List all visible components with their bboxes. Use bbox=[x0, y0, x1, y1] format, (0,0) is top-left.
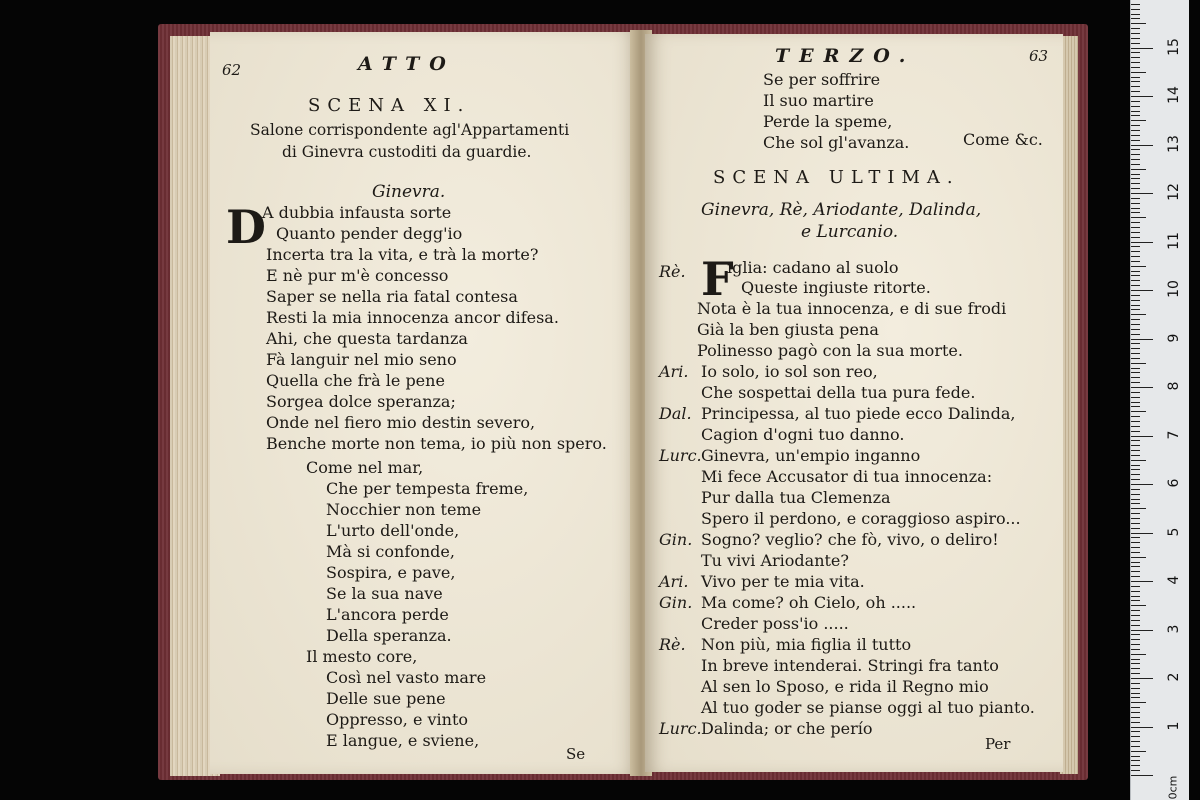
ruler-tick bbox=[1131, 135, 1140, 136]
ruler-tick bbox=[1131, 149, 1140, 150]
ruler-tick bbox=[1131, 120, 1146, 121]
running-head-right: TERZO. bbox=[775, 45, 916, 67]
speaker-label: Dal. bbox=[659, 404, 692, 423]
ruler-tick bbox=[1131, 659, 1140, 660]
ruler-label: 4 bbox=[1166, 575, 1182, 585]
ruler-tick bbox=[1131, 183, 1140, 184]
verse-line: Il suo martire bbox=[763, 91, 874, 110]
ruler-tick bbox=[1131, 106, 1140, 107]
speaker-label: Lurc. bbox=[659, 719, 702, 738]
ruler-tick bbox=[1131, 503, 1140, 504]
ruler-tick bbox=[1131, 610, 1140, 611]
ruler-tick bbox=[1131, 164, 1140, 165]
verse-line: Oppresso, e vinto bbox=[326, 710, 469, 729]
dialogue-line: Pur dalla tua Clemenza bbox=[701, 488, 891, 507]
dialogue-line: Mi fece Accusator di tua innocenza: bbox=[701, 467, 993, 486]
speaker-label: Ari. bbox=[659, 362, 689, 381]
verse-line: Nocchier non teme bbox=[326, 500, 482, 519]
ruler-tick bbox=[1131, 620, 1140, 621]
ruler-tick bbox=[1131, 285, 1140, 286]
ruler-tick bbox=[1131, 271, 1140, 272]
ruler-tick bbox=[1131, 57, 1140, 58]
verse-line: Saper se nella ria fatal contesa bbox=[266, 287, 518, 306]
ruler-tick bbox=[1131, 712, 1140, 713]
ruler-tick bbox=[1131, 673, 1140, 674]
dialogue-line: Nota è la tua innocenza, e di sue frodi bbox=[697, 299, 1007, 318]
ruler-tick bbox=[1131, 600, 1140, 601]
verse-line: Ahi, che questa tardanza bbox=[266, 329, 468, 348]
drop-cap-right: F bbox=[701, 252, 734, 306]
ruler-tick bbox=[1131, 523, 1140, 524]
ruler-tick bbox=[1131, 697, 1140, 698]
ruler-tick bbox=[1131, 353, 1140, 354]
verse-line: Mà si confonde, bbox=[326, 542, 455, 561]
ruler-tick bbox=[1131, 431, 1140, 432]
ruler-tick bbox=[1131, 72, 1146, 73]
ruler-tick bbox=[1131, 125, 1140, 126]
ruler-tick bbox=[1131, 280, 1140, 281]
ruler-tick bbox=[1131, 38, 1140, 39]
ruler-tick bbox=[1131, 581, 1153, 582]
verse-line: Quanto pender degg'io bbox=[276, 224, 463, 243]
running-head-left: ATTO bbox=[358, 53, 456, 75]
ruler-tick bbox=[1131, 91, 1140, 92]
ruler-tick bbox=[1131, 208, 1140, 209]
ruler-tick bbox=[1131, 339, 1153, 340]
ruler-tick bbox=[1131, 630, 1153, 631]
ruler-tick bbox=[1131, 9, 1140, 10]
right-page bbox=[645, 34, 1063, 772]
ruler-tick bbox=[1131, 402, 1140, 403]
verse-line: Così nel vasto mare bbox=[326, 668, 487, 687]
ruler-tick bbox=[1131, 4, 1140, 5]
ruler-tick bbox=[1131, 436, 1153, 437]
ruler-tick bbox=[1131, 756, 1140, 757]
ruler-tick bbox=[1131, 251, 1140, 252]
speaker-label: Gin. bbox=[659, 530, 693, 549]
dialogue-line: Al sen lo Sposo, e rida il Regno mio bbox=[701, 677, 989, 696]
dialogue-line: Ma come? oh Cielo, oh ..... bbox=[701, 593, 917, 612]
ruler-tick bbox=[1131, 324, 1140, 325]
ruler-tick bbox=[1131, 663, 1140, 664]
ruler-tick bbox=[1131, 261, 1140, 262]
ruler-tick bbox=[1131, 86, 1140, 87]
ruler-tick bbox=[1131, 111, 1140, 112]
ruler-tick bbox=[1131, 474, 1140, 475]
ruler-tick bbox=[1131, 193, 1153, 194]
ruler-tick bbox=[1131, 552, 1140, 553]
scene-title-right: SCENA ULTIMA. bbox=[713, 167, 960, 188]
ruler-tick bbox=[1131, 533, 1153, 534]
ruler-tick bbox=[1131, 198, 1140, 199]
ruler-tick bbox=[1131, 576, 1140, 577]
ruler-label: 1 bbox=[1166, 721, 1182, 730]
ruler-tick bbox=[1131, 727, 1153, 728]
catchword-right: Per bbox=[985, 735, 1011, 753]
verse-line: E nè pur m'è concesso bbox=[266, 266, 449, 285]
verse-line: Se la sua nave bbox=[326, 584, 443, 603]
ruler-tick bbox=[1131, 566, 1140, 567]
ruler-tick bbox=[1131, 717, 1140, 718]
ruler-tick bbox=[1131, 479, 1140, 480]
speaker-label: Rè. bbox=[659, 635, 686, 654]
ruler-tick bbox=[1131, 426, 1140, 427]
ruler-tick bbox=[1131, 305, 1140, 306]
scale-ruler bbox=[1130, 0, 1189, 800]
ruler-tick bbox=[1131, 639, 1140, 640]
dialogue-line: Principessa, al tuo piede ecco Dalinda, bbox=[701, 404, 1016, 423]
ruler-tick bbox=[1131, 295, 1140, 296]
ruler-tick bbox=[1131, 358, 1140, 359]
dialogue-line: Io solo, io sol son reo, bbox=[701, 362, 878, 381]
ruler-tick bbox=[1131, 450, 1140, 451]
ruler-tick bbox=[1131, 731, 1140, 732]
verse-line: Perde la speme, bbox=[763, 112, 893, 131]
ruler-tick bbox=[1131, 23, 1146, 24]
ruler-tick bbox=[1131, 145, 1153, 146]
ruler-tick bbox=[1131, 242, 1153, 243]
ruler-tick bbox=[1131, 96, 1153, 97]
ruler-label: 14 bbox=[1166, 86, 1182, 104]
ruler-tick bbox=[1131, 140, 1140, 141]
catchword-left: Se bbox=[566, 745, 586, 763]
ruler-tick bbox=[1131, 334, 1140, 335]
dialogue-line: Queste ingiuste ritorte. bbox=[741, 278, 931, 297]
ruler-tick bbox=[1131, 513, 1140, 514]
ruler-tick bbox=[1131, 154, 1140, 155]
ruler-tick bbox=[1131, 499, 1140, 500]
ruler-tick bbox=[1131, 542, 1140, 543]
ruler-tick bbox=[1131, 246, 1140, 247]
ruler-label: 9 bbox=[1166, 333, 1182, 342]
verse-line: Sospira, e pave, bbox=[326, 563, 456, 582]
ruler-tick bbox=[1131, 52, 1140, 53]
ruler-tick bbox=[1131, 115, 1140, 116]
ruler-tick bbox=[1131, 43, 1140, 44]
ruler-tick bbox=[1131, 465, 1140, 466]
ruler-tick bbox=[1131, 232, 1140, 233]
ruler-tick bbox=[1131, 693, 1140, 694]
ruler-tick bbox=[1131, 372, 1140, 373]
dialogue-line: Al tuo goder se pianse oggi al tuo pianto. bbox=[701, 698, 1035, 717]
ruler-tick bbox=[1131, 722, 1140, 723]
verse-line: A dubbia infausta sorte bbox=[262, 203, 452, 222]
ruler-tick bbox=[1131, 440, 1140, 441]
ruler-tick bbox=[1131, 363, 1146, 364]
dialogue-line: Creder poss'io ..... bbox=[701, 614, 849, 633]
ruler-label: 5 bbox=[1166, 527, 1182, 536]
ruler-label: 13 bbox=[1166, 134, 1182, 153]
ruler-tick bbox=[1131, 654, 1146, 655]
ruler-tick bbox=[1131, 508, 1146, 509]
ruler-tick bbox=[1131, 159, 1140, 160]
ruler-tick bbox=[1131, 421, 1140, 422]
ruler-tick bbox=[1131, 212, 1140, 213]
ruler-tick bbox=[1131, 169, 1146, 170]
ruler-tick bbox=[1131, 625, 1140, 626]
verse-line: L'urto dell'onde, bbox=[326, 521, 460, 540]
dialogue-line: Sogno? veglio? che fò, vivo, o deliro! bbox=[701, 530, 999, 549]
speaker-label: Lurc. bbox=[659, 446, 702, 465]
ruler-label: 2 bbox=[1166, 672, 1182, 682]
ruler-tick bbox=[1131, 397, 1140, 398]
ruler-tick bbox=[1131, 411, 1146, 412]
verse-line: Fà languir nel mio seno bbox=[266, 350, 457, 369]
ruler-label: 10 bbox=[1166, 280, 1182, 298]
ruler-tick bbox=[1131, 615, 1140, 616]
ruler-tick bbox=[1131, 591, 1140, 592]
ruler-tick bbox=[1131, 760, 1140, 761]
ruler-label: 11 bbox=[1166, 231, 1182, 250]
scene-title-left: SCENA XI. bbox=[308, 95, 471, 116]
dialogue-line: Vivo per te mia vita. bbox=[701, 572, 865, 591]
ruler-tick bbox=[1131, 586, 1140, 587]
ruler-tick bbox=[1131, 537, 1140, 538]
verse-line: Il mesto core, bbox=[306, 647, 418, 666]
ruler-tick bbox=[1131, 518, 1140, 519]
dialogue-line: Dalinda; or che perío bbox=[701, 719, 873, 738]
ruler-tick bbox=[1131, 528, 1140, 529]
verse-line: Quella che frà le pene bbox=[266, 371, 445, 390]
ruler-tick bbox=[1131, 387, 1153, 388]
ruler-label: 7 bbox=[1166, 430, 1182, 439]
ruler-tick bbox=[1131, 460, 1146, 461]
ruler-tick bbox=[1131, 571, 1140, 572]
speaker-heading: Ginevra. bbox=[372, 182, 446, 202]
ruler-tick bbox=[1131, 562, 1140, 563]
ruler-tick bbox=[1131, 775, 1153, 776]
verse-line: Sorgea dolce speranza; bbox=[266, 392, 456, 411]
ruler-tick bbox=[1131, 765, 1140, 766]
dialogue-line: Polinesso pagò con la sua morte. bbox=[697, 341, 963, 360]
ruler-tick bbox=[1131, 329, 1140, 330]
ruler-tick bbox=[1131, 644, 1140, 645]
ruler-tick bbox=[1131, 605, 1146, 606]
dialogue-line: Tu vivi Ariodante? bbox=[701, 551, 849, 570]
ruler-tick bbox=[1131, 178, 1140, 179]
ruler-tick bbox=[1131, 634, 1140, 635]
dialogue-line: Non più, mia figlia il tutto bbox=[701, 635, 912, 654]
dialogue-line: Cagion d'ogni tuo danno. bbox=[701, 425, 905, 444]
ruler-tick bbox=[1131, 416, 1140, 417]
dialogue-line: Già la ben giusta pena bbox=[697, 320, 879, 339]
ruler-tick bbox=[1131, 227, 1140, 228]
ruler-tick bbox=[1131, 256, 1140, 257]
ruler-tick bbox=[1131, 28, 1140, 29]
ruler-tick bbox=[1131, 406, 1140, 407]
ruler-tick bbox=[1131, 368, 1140, 369]
ruler-tick bbox=[1131, 48, 1153, 49]
ruler-label: 6 bbox=[1166, 478, 1182, 488]
come-etc: Come &c. bbox=[963, 130, 1043, 149]
ruler-tick bbox=[1131, 455, 1140, 456]
ruler-tick bbox=[1131, 300, 1140, 301]
verse-line: Come nel mar, bbox=[306, 458, 424, 477]
ruler-tick bbox=[1131, 237, 1140, 238]
ruler-label: 15 bbox=[1166, 37, 1182, 56]
ruler-tick bbox=[1131, 746, 1140, 747]
ruler-tick bbox=[1131, 392, 1140, 393]
characters-line-1: Ginevra, Rè, Ariodante, Dalinda, bbox=[701, 200, 982, 220]
verse-line: Della speranza. bbox=[326, 626, 452, 645]
ruler-tick bbox=[1131, 445, 1140, 446]
speaker-label: Ari. bbox=[659, 572, 689, 591]
ruler-tick bbox=[1131, 203, 1140, 204]
characters-line-2: e Lurcanio. bbox=[801, 222, 899, 242]
dialogue-line: Ginevra, un'empio inganno bbox=[701, 446, 921, 465]
dialogue-line: Che sospettai della tua pura fede. bbox=[701, 383, 976, 402]
dialogue-line: In breve intenderai. Stringi fra tanto bbox=[701, 656, 999, 675]
ruler-tick bbox=[1131, 741, 1140, 742]
ruler-tick bbox=[1131, 319, 1140, 320]
ruler-tick bbox=[1131, 547, 1140, 548]
ruler-tick bbox=[1131, 770, 1140, 771]
ruler-tick bbox=[1131, 751, 1146, 752]
ruler-tick bbox=[1131, 489, 1140, 490]
ruler-tick bbox=[1131, 81, 1140, 82]
ruler-tick bbox=[1131, 188, 1140, 189]
ruler-tick bbox=[1131, 702, 1146, 703]
ruler-tick bbox=[1131, 309, 1140, 310]
dialogue-line: Spero il perdono, e coraggioso aspiro... bbox=[701, 509, 1021, 528]
ruler-tick bbox=[1131, 348, 1140, 349]
verse-line: Resti la mia innocenza ancor difesa. bbox=[266, 308, 559, 327]
ruler-tick bbox=[1131, 649, 1140, 650]
dialogue-line: iglia: cadano al suolo bbox=[727, 258, 899, 277]
speaker-label: Rè. bbox=[659, 262, 686, 281]
verse-line: Incerta tra la vita, e trà la morte? bbox=[266, 245, 539, 264]
ruler-tick bbox=[1131, 683, 1140, 684]
ruler-tick bbox=[1131, 222, 1140, 223]
verse-line: Se per soffrire bbox=[763, 70, 881, 89]
ruler-tick bbox=[1131, 382, 1140, 383]
ruler-tick bbox=[1131, 290, 1153, 291]
verse-line: E langue, e sviene, bbox=[326, 731, 480, 750]
verse-line: Che per tempesta freme, bbox=[326, 479, 529, 498]
ruler-tick bbox=[1131, 668, 1140, 669]
page-number-left: 62 bbox=[222, 61, 242, 79]
ruler-tick bbox=[1131, 736, 1140, 737]
ruler-label: 3 bbox=[1166, 624, 1182, 633]
ruler-tick bbox=[1131, 67, 1140, 68]
setting-line-1: Salone corrispondente agl'Appartamenti bbox=[250, 121, 570, 139]
ruler-tick bbox=[1131, 130, 1140, 131]
ruler-tick bbox=[1131, 484, 1153, 485]
ruler-tick bbox=[1131, 14, 1140, 15]
ruler-tick bbox=[1131, 596, 1140, 597]
ruler-tick bbox=[1131, 101, 1140, 102]
ruler-unit-label: 0cm bbox=[1166, 775, 1180, 800]
ruler-tick bbox=[1131, 377, 1140, 378]
ruler-tick bbox=[1131, 707, 1140, 708]
drop-cap-left: D bbox=[226, 200, 266, 254]
verse-line: Delle sue pene bbox=[326, 689, 446, 708]
ruler-tick bbox=[1131, 77, 1140, 78]
verse-line: Benche morte non tema, io più non spero. bbox=[266, 434, 607, 453]
verse-line: Che sol gl'avanza. bbox=[763, 133, 910, 152]
ruler-tick bbox=[1131, 18, 1140, 19]
ruler-tick bbox=[1131, 469, 1140, 470]
ruler-label: 8 bbox=[1166, 381, 1182, 391]
ruler-label: 12 bbox=[1166, 183, 1182, 201]
ruler-tick bbox=[1131, 343, 1140, 344]
ruler-tick bbox=[1131, 494, 1140, 495]
verse-line: Onde nel fiero mio destin severo, bbox=[266, 413, 536, 432]
ruler-tick bbox=[1131, 174, 1140, 175]
ruler-tick bbox=[1131, 217, 1146, 218]
ruler-tick bbox=[1131, 688, 1140, 689]
verse-line: L'ancora perde bbox=[326, 605, 449, 624]
ruler-tick bbox=[1131, 678, 1153, 679]
page-number-right: 63 bbox=[1029, 47, 1049, 65]
setting-line-2: di Ginevra custoditi da guardie. bbox=[282, 143, 532, 161]
ruler-tick bbox=[1131, 557, 1146, 558]
ruler-tick bbox=[1131, 33, 1140, 34]
speaker-label: Gin. bbox=[659, 593, 693, 612]
ruler-tick bbox=[1131, 314, 1146, 315]
ruler-tick bbox=[1131, 266, 1146, 267]
left-page bbox=[210, 32, 638, 774]
ruler-tick bbox=[1131, 275, 1140, 276]
ruler-tick bbox=[1131, 62, 1140, 63]
